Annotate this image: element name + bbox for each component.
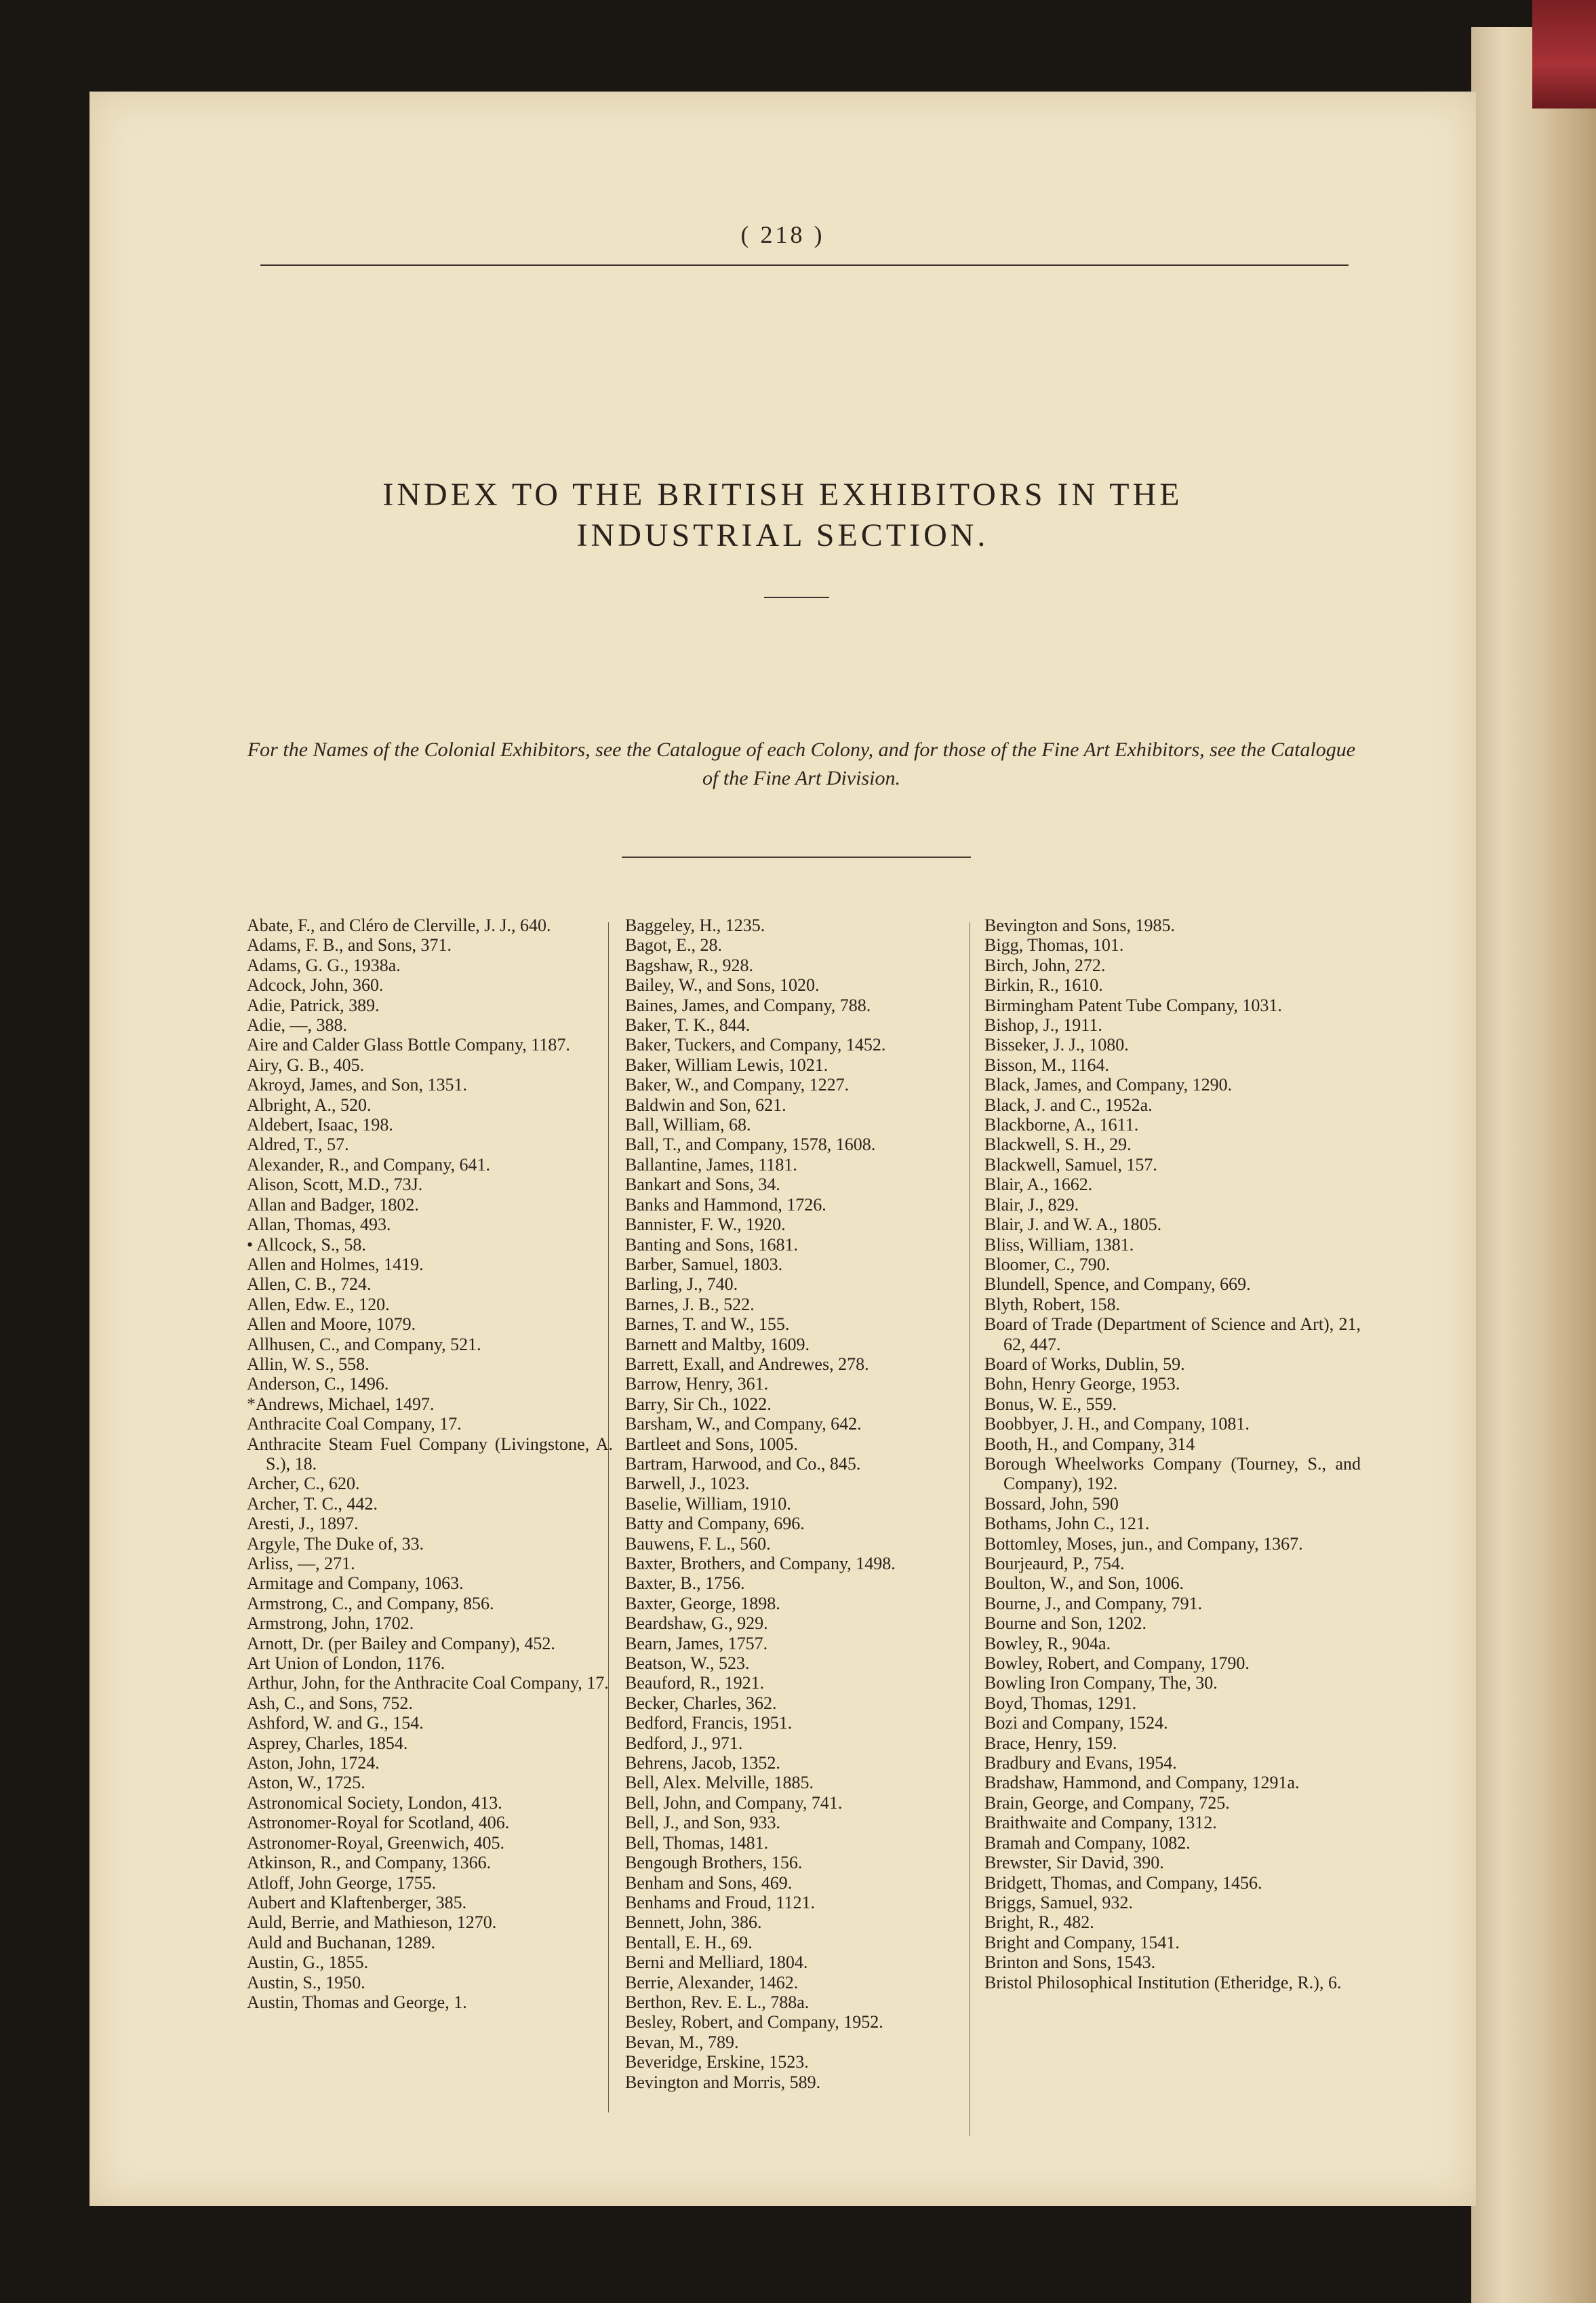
index-entry: Blair, J., 829. [984, 1194, 1079, 1215]
index-entry: Abate, F., and Cléro de Clerville, J. J., 640. [247, 916, 551, 935]
index-entry: Bristol Philosophical Institution (Etheridge, R.), 6. [984, 1972, 1342, 1992]
index-entry: Aire and Calder Glass Bottle Company, 1187. [247, 1035, 570, 1055]
index-entry: Bauwens, F. L., 560. [625, 1533, 771, 1554]
index-entry: Aston, John, 1724. [247, 1753, 380, 1773]
index-entry: Blackborne, A., 1611. [984, 1115, 1139, 1135]
index-entry: Aldebert, Isaac, 198. [247, 1115, 393, 1135]
index-entry: Argyle, The Duke of, 33. [247, 1533, 424, 1554]
index-entry: Bozi and Company, 1524. [984, 1713, 1168, 1733]
index-entry: Astronomical Society, London, 413. [247, 1792, 502, 1813]
book-page-edges [1471, 27, 1596, 2303]
index-entry: Akroyd, James, and Son, 1351. [247, 1075, 467, 1095]
index-entry: Blair, A., 1662. [984, 1175, 1093, 1195]
index-entry: Barnett and Maltby, 1609. [625, 1334, 810, 1354]
index-entry: Barry, Sir Ch., 1022. [625, 1394, 772, 1414]
index-entry: Berrie, Alexander, 1462. [625, 1972, 799, 1992]
index-entry: Baggeley, H., 1235. [625, 916, 765, 935]
index-entry: Bedford, Francis, 1951. [625, 1713, 793, 1733]
index-entry: Baker, William Lewis, 1021. [625, 1055, 829, 1075]
index-entry: Ash, C., and Sons, 752. [247, 1693, 413, 1713]
index-entry: Armstrong, John, 1702. [247, 1613, 414, 1634]
index-entry: Boulton, W., and Son, 1006. [984, 1573, 1184, 1594]
index-entry: Berthon, Rev. E. L., 788a. [625, 1992, 810, 2012]
index-entry: Baker, T. K., 844. [625, 1015, 751, 1036]
index-entry: Austin, S., 1950. [247, 1972, 365, 1992]
index-entry: Birch, John, 272. [984, 955, 1106, 975]
index-entry: Allen and Moore, 1079. [247, 1314, 416, 1335]
index-entry: Baldwin and Son, 621. [625, 1095, 786, 1115]
index-entry: Bengough Brothers, 156. [625, 1853, 803, 1873]
index-column-2 [625, 916, 991, 2092]
index-entry: Bagshaw, R., 928. [625, 955, 753, 975]
index-entry: Bannister, F. W., 1920. [625, 1215, 786, 1235]
index-entry: Bennett, John, 386. [625, 1912, 762, 1933]
index-entry: Bottomley, Moses, jun., and Company, 1367. [984, 1533, 1303, 1554]
index-entry: Blyth, Robert, 158. [984, 1294, 1121, 1314]
index-entry: Birkin, R., 1610. [984, 975, 1103, 996]
index-entry: Allhusen, C., and Company, 521. [247, 1334, 481, 1354]
index-entry: Bradshaw, Hammond, and Company, 1291a. [984, 1773, 1300, 1793]
index-entry: Baker, W., and Company, 1227. [625, 1075, 850, 1095]
index-entry: Art Union of London, 1176. [247, 1653, 445, 1674]
index-entry: Bowley, R., 904a. [984, 1633, 1111, 1653]
index-entry: Brewster, Sir David, 390. [984, 1853, 1164, 1873]
index-entry: Ashford, W. and G., 154. [247, 1713, 424, 1733]
index-entry: Bisseker, J. J., 1080. [984, 1035, 1129, 1055]
index-entry: Barwell, J., 1023. [625, 1474, 750, 1494]
index-entry: Bentall, E. H., 69. [625, 1932, 753, 1952]
index-entry: Bradbury and Evans, 1954. [984, 1753, 1177, 1773]
index-entry: Alexander, R., and Company, 641. [247, 1154, 491, 1175]
index-entry: Bonus, W. E., 559. [984, 1394, 1117, 1414]
index-entry: Ball, William, 68. [625, 1115, 751, 1135]
index-entry: Birmingham Patent Tube Company, 1031. [984, 995, 1282, 1015]
header-rule [260, 264, 1349, 266]
index-entry: Allen, Edw. E., 120. [247, 1294, 390, 1314]
index-entry: Ball, T., and Company, 1578, 1608. [625, 1135, 876, 1155]
index-entry: Bedford, J., 971. [625, 1733, 743, 1753]
index-entry: Bankart and Sons, 34. [625, 1175, 780, 1195]
index-entry: Bagot, E., 28. [625, 935, 722, 956]
index-entry: Airy, G. B., 405. [247, 1055, 365, 1075]
index-entry: Barnes, J. B., 522. [625, 1294, 755, 1314]
index-entry: Bright, R., 482. [984, 1912, 1094, 1933]
index-entry: Besley, Robert, and Company, 1952. [625, 2012, 883, 2032]
index-entry: Barrow, Henry, 361. [625, 1374, 769, 1394]
index-entry: Bourjeaurd, P., 754. [984, 1554, 1125, 1573]
index-entry: Bisson, M., 1164. [984, 1055, 1109, 1075]
index-entry: Brace, Henry, 159. [984, 1733, 1117, 1753]
index-entry: Atloff, John George, 1755. [247, 1872, 437, 1893]
index-entry: Bearn, James, 1757. [625, 1633, 768, 1653]
index-entry: Alison, Scott, M.D., 73J. [247, 1175, 423, 1195]
index-entry: Austin, G., 1855. [247, 1952, 369, 1973]
index-entry: Bartleet and Sons, 1005. [625, 1434, 798, 1454]
index-entry: Behrens, Jacob, 1352. [625, 1753, 780, 1773]
index-entry: Adams, G. G., 1938a. [247, 955, 401, 975]
index-entry: Benhams and Froud, 1121. [625, 1892, 815, 1912]
index-entry: Arnott, Dr. (per Bailey and Company), 452. [247, 1633, 555, 1653]
index-column-1 [247, 916, 613, 2012]
index-entry: Adie, Patrick, 389. [247, 995, 380, 1015]
index-entry: Berni and Melliard, 1804. [625, 1952, 808, 1973]
index-entry: Bell, Alex. Melville, 1885. [625, 1773, 814, 1793]
index-entry: Boobbyer, J. H., and Company, 1081. [984, 1414, 1250, 1434]
book-page [89, 92, 1476, 2206]
index-entry: Bridgett, Thomas, and Company, 1456. [984, 1872, 1262, 1893]
index-entry: Austin, Thomas and George, 1. [247, 1992, 467, 2012]
index-entry: Bothams, John C., 121. [984, 1514, 1150, 1534]
index-entry: Blair, J. and W. A., 1805. [984, 1215, 1162, 1235]
index-entry: Aston, W., 1725. [247, 1773, 365, 1793]
index-entry: Bloomer, C., 790. [984, 1254, 1111, 1274]
index-entry: Anthracite Steam Fuel Company (Livingstone, A. S.), 18. [247, 1434, 613, 1474]
index-entry: Anthracite Coal Company, 17. [247, 1414, 462, 1434]
index-entry: • Allcock, S., 58. [247, 1234, 366, 1255]
column-divider [608, 922, 609, 2112]
page-title [89, 475, 1476, 556]
index-entry: *Andrews, Michael, 1497. [247, 1394, 435, 1414]
index-entry: Batty and Company, 696. [625, 1514, 805, 1534]
index-entry: Allen, C. B., 724. [247, 1274, 372, 1295]
index-entry: Bevan, M., 789. [625, 2032, 739, 2052]
index-entry: Bevington and Morris, 589. [625, 2072, 821, 2092]
index-entry: Astronomer-Royal for Scotland, 406. [247, 1813, 510, 1833]
title-line-1: INDEX TO THE BRITISH EXHIBITORS IN THE [382, 477, 1183, 513]
index-entry: Ballantine, James, 1181. [625, 1154, 797, 1175]
index-entry: Black, James, and Company, 1290. [984, 1075, 1233, 1095]
introductory-note: For the Names of the Colonial Exhibitors, see the Catalogue of each Colony, and for those of the Fine Art Exhibitors, see the Catalogue of the Fine Art Division. [247, 739, 1356, 789]
book-cover-edge [1532, 0, 1596, 109]
index-entry: Arliss, —, 271. [247, 1554, 355, 1573]
index-entry: Auld and Buchanan, 1289. [247, 1932, 436, 1952]
index-entry: Benham and Sons, 469. [625, 1872, 793, 1893]
index-entry: Barling, J., 740. [625, 1274, 738, 1295]
index-entry: Astronomer-Royal, Greenwich, 405. [247, 1832, 504, 1853]
index-entry: Blackwell, Samuel, 157. [984, 1154, 1157, 1175]
index-entry: Baines, James, and Company, 788. [625, 995, 871, 1015]
index-entry: Beauford, R., 1921. [625, 1673, 765, 1693]
title-line-2: INDUSTRIAL SECTION. [576, 517, 989, 553]
index-entry: Aresti, J., 1897. [247, 1514, 359, 1534]
index-entry: Baker, Tuckers, and Company, 1452. [625, 1035, 886, 1055]
index-entry: Bourne and Son, 1202. [984, 1613, 1147, 1634]
index-entry: Board of Trade (Department of Science and Art), 21, 62, 447. [984, 1314, 1361, 1354]
index-entry: Bishop, J., 1911. [984, 1015, 1102, 1036]
index-entry: Booth, H., and Company, 314 [984, 1434, 1195, 1454]
index-entry: Blundell, Spence, and Company, 669. [984, 1274, 1251, 1295]
index-entry: Bailey, W., and Sons, 1020. [625, 975, 820, 996]
index-entry: Baxter, Brothers, and Company, 1498. [625, 1554, 896, 1573]
index-entry: Armitage and Company, 1063. [247, 1573, 464, 1594]
index-entry: Baselie, William, 1910. [625, 1493, 791, 1514]
index-entry: Bell, Thomas, 1481. [625, 1832, 769, 1853]
index-entry: Adie, —, 388. [247, 1015, 348, 1036]
index-entry: Aldred, T., 57. [247, 1135, 349, 1155]
index-entry: Albright, A., 520. [247, 1095, 372, 1115]
page-number: ( 218 ) [740, 221, 825, 248]
index-entry: Borough Wheelworks Company (Tourney, S., and Company), 192. [984, 1453, 1361, 1494]
index-entry: Armstrong, C., and Company, 856. [247, 1593, 494, 1613]
index-entry: Auld, Berrie, and Mathieson, 1270. [247, 1912, 497, 1933]
index-entry: Beardshaw, G., 929. [625, 1613, 768, 1634]
index-entry: Baxter, George, 1898. [625, 1593, 780, 1613]
index-entry: Bowley, Robert, and Company, 1790. [984, 1653, 1250, 1674]
index-column-3 [984, 916, 1361, 1992]
index-entry: Beatson, W., 523. [625, 1653, 750, 1674]
index-entry: Bell, J., and Son, 933. [625, 1813, 780, 1833]
index-entry: Adcock, John, 360. [247, 975, 384, 996]
index-entry: Beveridge, Erskine, 1523. [625, 2052, 809, 2072]
index-entry: Blackwell, S. H., 29. [984, 1135, 1132, 1155]
section-rule [622, 857, 971, 858]
index-entry: Arthur, John, for the Anthracite Coal Company, 17. [247, 1673, 609, 1693]
index-entry: Bowling Iron Company, The, 30. [984, 1673, 1218, 1693]
index-entry: Bramah and Company, 1082. [984, 1832, 1191, 1853]
index-entry: Brain, George, and Company, 725. [984, 1792, 1230, 1813]
index-entry: Asprey, Charles, 1854. [247, 1733, 408, 1753]
index-entry: Adams, F. B., and Sons, 371. [247, 935, 452, 956]
index-entry: Barsham, W., and Company, 642. [625, 1414, 862, 1434]
index-entry: Board of Works, Dublin, 59. [984, 1354, 1185, 1374]
index-entry: Baxter, B., 1756. [625, 1573, 745, 1594]
index-entry: Bevington and Sons, 1985. [984, 916, 1175, 935]
index-entry: Barber, Samuel, 1803. [625, 1254, 783, 1274]
index-entry: Barrett, Exall, and Andrewes, 278. [625, 1354, 869, 1374]
index-entry: Aubert and Klaftenberger, 385. [247, 1892, 467, 1912]
index-entry: Bigg, Thomas, 101. [984, 935, 1124, 956]
index-entry: Allan, Thomas, 493. [247, 1215, 391, 1235]
index-entry: Braithwaite and Company, 1312. [984, 1813, 1217, 1833]
index-entry: Bossard, John, 590 [984, 1493, 1119, 1514]
index-entry: Briggs, Samuel, 932. [984, 1892, 1133, 1912]
title-rule [764, 597, 829, 598]
index-entry: Atkinson, R., and Company, 1366. [247, 1853, 492, 1873]
index-entry: Black, J. and C., 1952a. [984, 1095, 1153, 1115]
index-entry: Brinton and Sons, 1543. [984, 1952, 1156, 1973]
index-entry: Bohn, Henry George, 1953. [984, 1374, 1180, 1394]
index-entry: Anderson, C., 1496. [247, 1374, 389, 1394]
index-entry: Archer, T. C., 442. [247, 1493, 378, 1514]
index-entry: Allin, W. S., 558. [247, 1354, 370, 1374]
index-entry: Archer, C., 620. [247, 1474, 360, 1494]
index-entry: Bright and Company, 1541. [984, 1932, 1180, 1952]
index-entry: Barnes, T. and W., 155. [625, 1314, 790, 1335]
index-entry: Boyd, Thomas, 1291. [984, 1693, 1137, 1713]
index-entry: Banks and Hammond, 1726. [625, 1194, 826, 1215]
index-entry: Becker, Charles, 362. [625, 1693, 777, 1713]
index-entry: Bartram, Harwood, and Co., 845. [625, 1453, 861, 1474]
index-entry: Banting and Sons, 1681. [625, 1234, 798, 1255]
index-entry: Allen and Holmes, 1419. [247, 1254, 424, 1274]
index-entry: Allan and Badger, 1802. [247, 1194, 419, 1215]
index-entry: Bourne, J., and Company, 791. [984, 1593, 1203, 1613]
index-entry: Bell, John, and Company, 741. [625, 1792, 843, 1813]
index-entry: Bliss, William, 1381. [984, 1234, 1134, 1255]
